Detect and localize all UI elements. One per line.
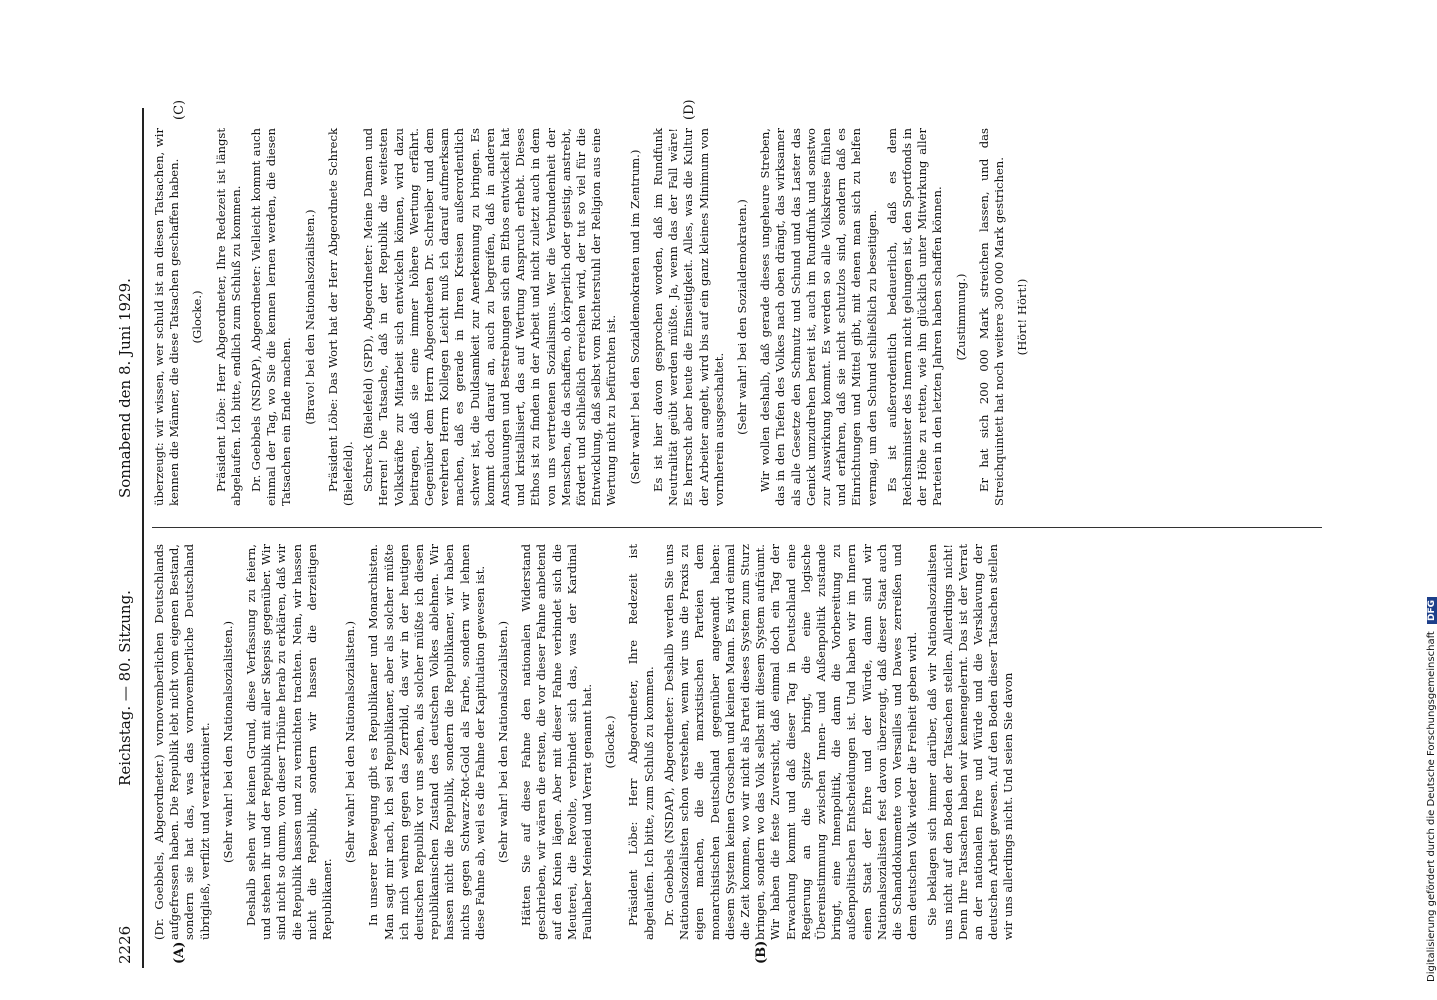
page-header [108,108,144,968]
speaker-paragraph: Dr. Goebbels (NSDAP), Abgeordneter: Vielleicht kommt auch einmal der Tag, wo Sie die kennen lernen werden, die diesen Tatsachen ein Ende machen. [249,128,294,506]
session-title: Reichstag. — 80. Sitzung. [116,590,134,786]
paragraph: Wir wollen deshalb, daß gerade dieses ungeheure Streben, das in den Tiefen des Volkes nach oben drängt, das wirksamer als alle Gesetze den Schmutz und Schund und das Laster das Genick umzudrehen bereit ist, auch im Rundfunk und sonstwo zur Auswirkung kommt. Es werden so alle Volkskreise fühlen und erfahren, daß sie nicht schutzlos sind, sondern daß es Einrichtungen und Mittel gibt, mit denen man sich zu helfen vermag, um den Schund schließlich zu beseitigen. [758,128,879,506]
paragraph: Er hat sich 200 000 Mark streichen lassen, und das Streichquintett hat noch weitere 300 000 Mark gestrichen. [976,128,1006,506]
page-number: 2226 [116,925,134,964]
margin-marker-d: (D) [682,99,697,120]
speaker-paragraph: Schreck (Bielefeld) (SPD), Abgeordneter: Meine Damen und Herren! Die Tatsache, daß in der Republik die weitesten Volkskräfte zur Mitarbeit sich entwickeln können, wird dazu beitragen, daß sie eine immer höhere Wertung erfährt. Gegenüber dem Herrn Abgeordneten Dr. Schreiber und dem verehrten Herrn Kollegen Leicht muß ich darauf aufmerksam machen, daß es gerade in Ihren Kreisen außerordentlich schwer ist, die Duldsamkeit zur Anerkennung zu bringen. Es kommt doch darauf an, auch zu begreifen, daß in anderen Anschauungen und Bestrebungen sich ein Ethos entwickelt hat und kristallisiert, das auf Wertung Anspruch erhebt. Dieses Ethos ist zu finden in der Arbeit und nicht zuletzt auch in dem von uns vertretenen Sozialismus. Wer die Verbundenheit der Menschen, die da schaffen, ob körperlich oder geistig, anstrebt, fördert und schließlich erreichen wird, der tut so viel für die Entwicklung, daß selbst vom Richterstuhl der Religion aus eine Wertung nicht zu befürchten ist. [361,128,619,506]
credit-text: Digitalisierung gefördert durch die Deutsche Forschungsgemeinschaft [1426,631,1437,982]
funding-credit [1426,597,1437,982]
interjection: (Sehr wahr! bei den Nationalsozialisten.) [220,620,235,864]
paragraph: Hätten Sie auf diese Fahne den nationalen Widerstand geschrieben, wir wären die ersten, die vor dieser Fahne anbetend auf den Knien lägen. Aber mit dieser Fahne verbindet sich die Meuterei, die Revolte, verbindet sich das, was der Kardinal Faulhaber Meineid und Verrat genannt hat. [519,544,595,940]
interjection: (Hört! Hört!) [1015,278,1030,356]
speaker-paragraph: Präsident Löbe: Herr Abgeordneter, Ihre Redezeit ist abgelaufen. Ich bitte, zum Schluß zu kommen. [626,544,656,940]
paragraph: überzeugt: wir wissen, wer schuld ist an diesen Tatsachen, wir kennen die Männer, die diese Tatsachen geschaffen haben. [152,128,182,506]
margin-marker-a: (A) [172,941,187,964]
speaker-paragraph: Präsident Löbe: Das Wort hat der Herr Abgeordnete Schreck (Bielefeld). [325,128,356,506]
paragraph: (Dr. Goebbels, Abgeordneter.) vornovemberlichen Deutschlands aufgefressen haben. Die Republik lebt nicht vom eigenen Bestand, sondern sie hat das, was das vornovemberliche Deutschland übrigließ, verfilzt und verarktioniert. [152,544,212,940]
paragraph: In unserer Bewegung gibt es Republikaner und Monarchisten. Man sagt mir nach, ich sei Republikaner, aber als solcher müßte ich mich wehren gegen das Zerrbild, das wir in der heutigen deutschen Republik vor uns sehen, als solcher müßte ich diesen republikanischen Zustand des deutschen Volkes ablehnen. Wir hassen nicht die Republik, sondern die Republikaner, wir haben nichts gegen Schwarz-Rot-Gold als Farbe, sondern wir lehnen diese Fahne ab, weil es die Fahne der Kapitulation gewesen ist. [366,544,487,940]
interjection: (Sehr wahr! bei den Sozialdemokraten.) [734,199,749,435]
left-text-column [152,544,1322,940]
paragraph: Sie beklagen sich immer darüber, daß wir Nationalsozialisten uns nicht auf den Boden der Tatsachen stellen. Allerdings nicht! Denn Ihre Tatsachen haben wir kennengelernt. Das ist der Verrat an der nationalen Ehre und Würde und die Versklavung der deutschen Arbeit gewesen. Auf den Boden dieser Tatsachen stellen wir uns allerdings nicht. Und seien Sie davon [925,544,1016,940]
interjection: (Bravo! bei den Nationalsozialisten.) [302,209,317,425]
session-date: Sonnabend den 8. Juni 1929. [116,278,134,498]
interjection: (Glocke.) [190,290,205,344]
paragraph: Es ist hier davon gesprochen worden, daß im Rundfunk Neutralität geübt werden müßte. Ja, wenn das der Fall wäre! Es herrscht aber heute die Einseitigkeit. Alles, was die Kultur der Arbeiter angeht, wird bis auf ein ganz kleines Minimum von vornherein ausgeschaltet. [650,128,726,506]
right-text-column [152,128,1322,506]
column-divider [152,527,1322,528]
speaker-paragraph: Präsident Löbe: Herr Abgeordneter, Ihre Redezeit ist längst abgelaufen. Ich bitte, endlich zum Schluß zu kommen. [213,128,243,506]
dfg-logo: DFG [1427,597,1437,624]
speaker-paragraph: Dr. Goebbels (NSDAP), Abgeordneter: Deshalb werden Sie uns Nationalsozialisten schon verstehen, wenn wir uns die Praxis zu eigen machen, die die marxistischen Parteien dem monarchistischen Deutschland gegenüber angewandt haben: diesem System keinen Groschen und keinen Mann. Es wird einmal die Zeit kommen, wo wir nicht als Partei dieses System zum Sturz bringen, sondern wo das Volk selbst mit diesem System aufräumt. Wir haben die feste Zuversicht, daß einmal doch ein Tag der Erwachung kommt und daß dieser Tag in Deutschland eine Regierung an die Spitze bringt, die eine logische Übereinstimmung zwischen Innen- und Außenpolitik zustande bringt, eine Innenpolitik, die dann die Vorbereitung zu außenpolitischen Entscheidungen ist. Und haben wir im Innern einen Staat der Ehre und der Würde, dann sind wir Nationalsozialisten fest davon überzeugt, daß dieser Staat auch die Schanddokumente von Versailles und Dawes zerreißen und dem deutschen Volk wieder die Freiheit geben wird. [661,544,920,940]
interjection: (Sehr wahr! bei den Sozialdemokraten und im Zentrum.) [627,149,642,485]
interjection: (Zustimmung.) [953,273,968,361]
margin-marker-b: (B) [754,940,769,964]
interjection: (Glocke.) [603,715,618,769]
paragraph: Es ist außerordentlich bedauerlich, daß es dem Reichsminister des Innern nicht gelungen ist, den Sportfonds in der Höhe zu retten, wie ihn glücklich unter Mitwirkung aller Parteien in den letzten Jahren haben schaffen können. [884,128,945,506]
interjection: (Sehr wahr! bei den Nationalsozialisten.) [343,620,358,864]
margin-marker-c: (C) [172,99,187,120]
paragraph: Deshalb sehen wir keinen Grund, diese Verfassung zu feiern, und stehen ihr und der Republik mit aller Skepsis gegenüber. Wir sind nicht so dumm, von dieser Tribüne herab zu erklären, daß wir die Republik hassen und zu vernichten trachten. Nein, wir hassen nicht die Republik, sondern wir hassen die derzeitigen Republikaner. [244,544,335,940]
interjection: (Sehr wahr! bei den Nationalsozialisten.) [496,620,511,864]
scanned-page [108,99,1338,968]
